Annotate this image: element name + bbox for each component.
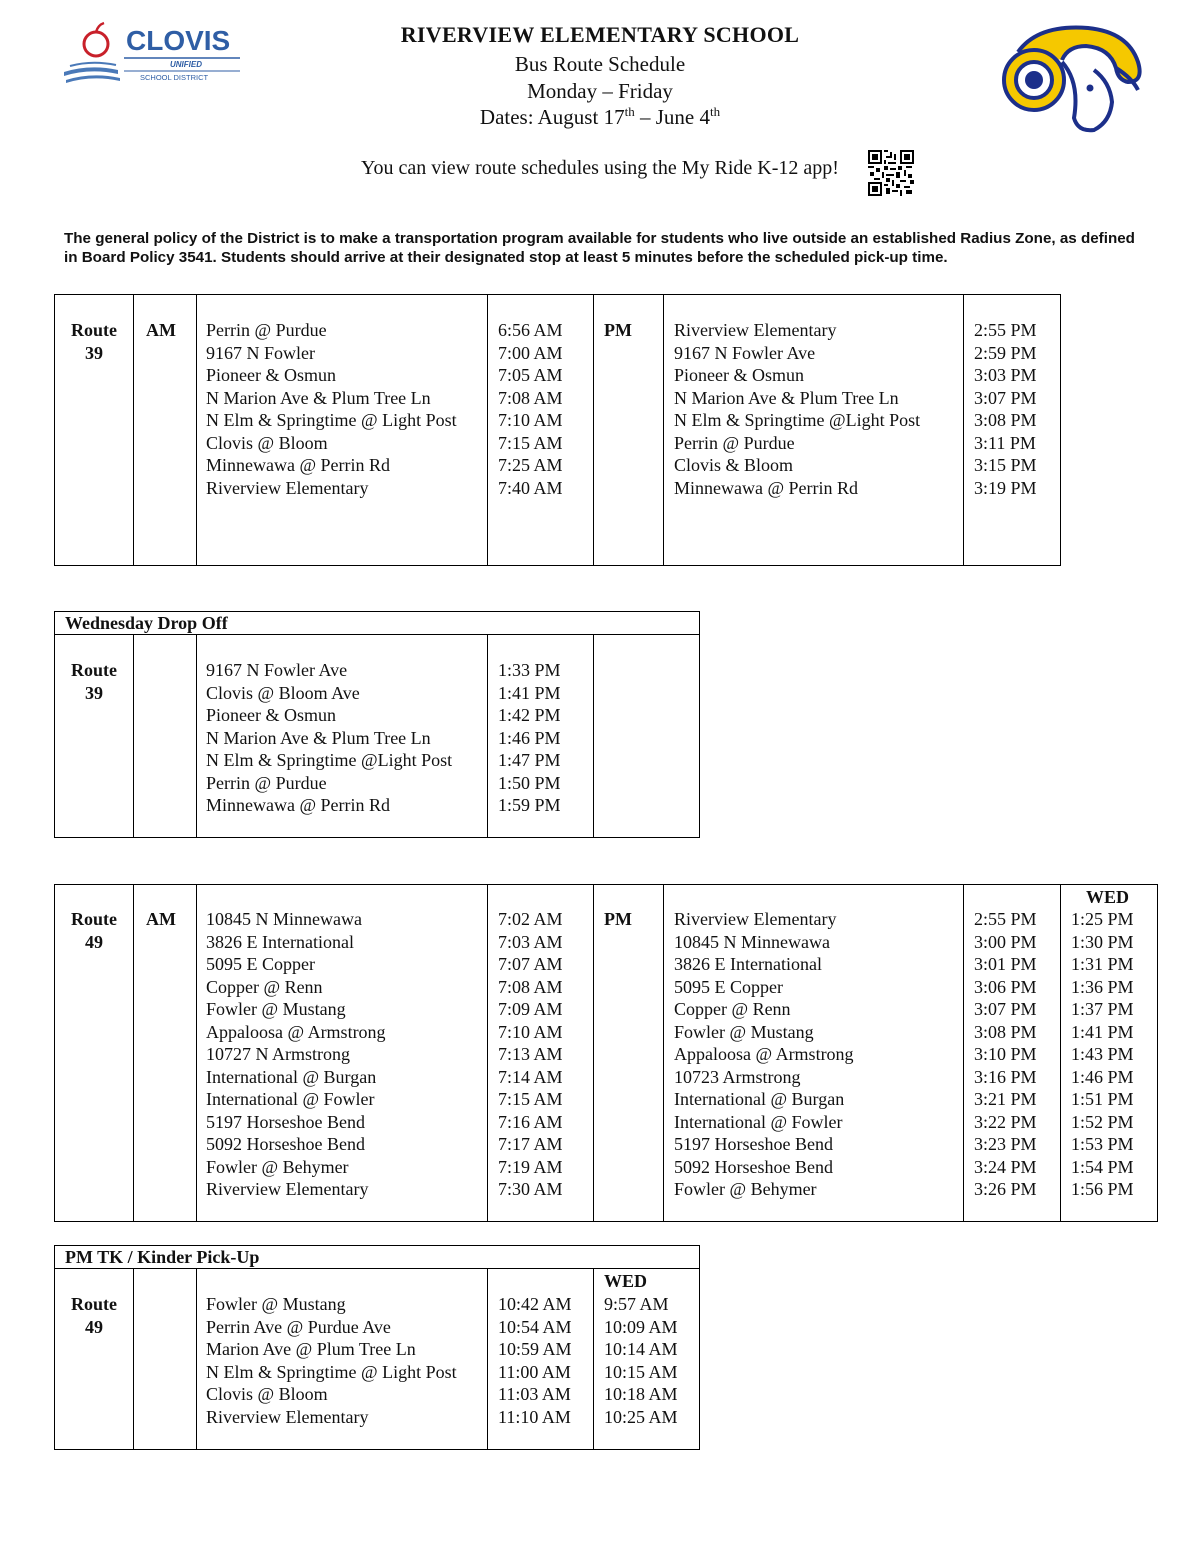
list-item: Minnewawa @ Perrin Rd xyxy=(206,795,391,815)
list-item: 10:54 AM xyxy=(498,1316,572,1337)
list-item: 7:16 AM xyxy=(498,1111,563,1132)
list-item: 5095 E Copper xyxy=(674,976,783,997)
list-item: 1:50 PM xyxy=(498,772,561,793)
am-times-list xyxy=(498,908,563,1201)
pm-label: PM xyxy=(604,909,632,929)
list-item: Fowler @ Behymer xyxy=(674,1179,817,1199)
list-item: 7:00 AM xyxy=(498,342,563,363)
am-stops-list xyxy=(206,908,386,1201)
list-item: 1:33 PM xyxy=(498,660,561,680)
list-item: 7:40 AM xyxy=(498,477,563,498)
list-item: 1:41 PM xyxy=(1071,1021,1134,1042)
list-item: Fowler @ Mustang xyxy=(674,1021,814,1042)
list-item: International @ Burgan xyxy=(674,1089,845,1109)
apple-books-icon xyxy=(64,23,120,83)
list-item: 2:55 PM xyxy=(974,909,1037,929)
list-item: Riverview Elementary xyxy=(674,320,837,340)
list-item: 1:51 PM xyxy=(1071,1089,1134,1109)
list-item: 3:10 PM xyxy=(974,1044,1037,1064)
list-item: 3:24 PM xyxy=(974,1156,1037,1177)
list-item: Appaloosa @ Armstrong xyxy=(674,1044,854,1064)
list-item: Fowler @ Behymer xyxy=(206,1156,349,1177)
list-item: 5197 Horseshoe Bend xyxy=(206,1111,365,1132)
list-item: N Elm & Springtime @Light Post xyxy=(206,750,453,770)
list-item: 7:02 AM xyxy=(498,909,563,929)
list-item: Riverview Elementary xyxy=(206,1406,369,1427)
list-item: 1:53 PM xyxy=(1071,1134,1134,1154)
list-item: 9167 N Fowler xyxy=(206,342,315,363)
school-name: RIVERVIEW ELEMENTARY SCHOOL xyxy=(400,22,800,47)
am-times-list xyxy=(498,319,563,499)
list-item: 7:07 AM xyxy=(498,954,563,974)
list-item: Clovis & Bloom xyxy=(674,455,794,475)
list-item: 1:46 PM xyxy=(498,727,561,748)
list-item: 7:30 AM xyxy=(498,1179,563,1199)
list-item: 1:41 PM xyxy=(498,682,561,703)
list-item: 1:42 PM xyxy=(498,705,561,725)
list-item: Clovis @ Bloom Ave xyxy=(206,682,360,703)
route-49-label: Route 49 xyxy=(71,1294,117,1337)
wed-times-list xyxy=(498,659,561,817)
list-item: 3:11 PM xyxy=(974,432,1036,453)
list-item: N Elm & Springtime @Light Post xyxy=(674,410,921,430)
list-item: 7:15 AM xyxy=(498,1089,563,1109)
list-item: Perrin @ Purdue xyxy=(206,772,327,793)
list-item: 3826 E International xyxy=(674,954,822,974)
list-item: Clovis @ Bloom xyxy=(206,432,328,453)
logo-sub2: SCHOOL DISTRICT xyxy=(140,73,209,82)
list-item: 3:07 PM xyxy=(974,999,1037,1019)
list-item: N Elm & Springtime @ Light Post xyxy=(206,410,457,430)
list-item: 1:46 PM xyxy=(1071,1066,1134,1087)
wed-header: WED xyxy=(1086,887,1130,907)
list-item: Perrin Ave @ Purdue Ave xyxy=(206,1316,391,1337)
list-item: Riverview Elementary xyxy=(674,909,837,929)
list-item: 10727 N Armstrong xyxy=(206,1044,350,1064)
list-item: International @ Fowler xyxy=(674,1111,843,1132)
list-item: 1:30 PM xyxy=(1071,931,1134,952)
list-item: 3:08 PM xyxy=(974,410,1037,430)
list-item: 1:31 PM xyxy=(1071,954,1134,974)
list-item: 3:26 PM xyxy=(974,1179,1037,1199)
list-item: Fowler @ Mustang xyxy=(206,999,346,1019)
list-item: 3:16 PM xyxy=(974,1066,1037,1087)
list-item: 10:25 AM xyxy=(604,1406,678,1427)
pm-label: PM xyxy=(604,320,632,340)
route-39-label: Route 39 xyxy=(71,660,117,703)
list-item: Appaloosa @ Armstrong xyxy=(206,1021,386,1042)
list-item: Marion Ave @ Plum Tree Ln xyxy=(206,1339,416,1359)
wed-header: WED xyxy=(604,1271,648,1291)
list-item: 3:23 PM xyxy=(974,1134,1037,1154)
list-item: 3:19 PM xyxy=(974,477,1037,498)
list-item: 7:17 AM xyxy=(498,1134,563,1154)
list-item: 3:08 PM xyxy=(974,1021,1037,1042)
list-item: 7:10 AM xyxy=(498,1021,563,1042)
list-item: 11:00 AM xyxy=(498,1361,571,1382)
list-item: 3:22 PM xyxy=(974,1111,1037,1132)
list-item: Riverview Elementary xyxy=(206,1179,369,1199)
clovis-unified-logo xyxy=(60,20,250,86)
list-item: 10:15 AM xyxy=(604,1361,678,1382)
list-item: 6:56 AM xyxy=(498,320,563,340)
list-item: 10:42 AM xyxy=(498,1294,572,1314)
list-item: Perrin @ Purdue xyxy=(674,432,795,453)
logo-sub1: UNIFIED xyxy=(170,60,202,69)
list-item: Fowler @ Mustang xyxy=(206,1294,346,1314)
pm-times-list xyxy=(974,319,1037,499)
list-item: 9167 N Fowler Ave xyxy=(674,342,816,363)
list-item: 11:03 AM xyxy=(498,1384,571,1404)
list-item: Minnewawa @ Perrin Rd xyxy=(206,455,391,475)
list-item: 1:52 PM xyxy=(1071,1111,1134,1132)
list-item: Riverview Elementary xyxy=(206,477,369,498)
list-item: 5197 Horseshoe Bend xyxy=(674,1134,833,1154)
list-item: N Elm & Springtime @ Light Post xyxy=(206,1361,457,1382)
list-item: Minnewawa @ Perrin Rd xyxy=(674,477,859,498)
schedule-days: Monday – Friday xyxy=(527,79,673,103)
list-item: 7:19 AM xyxy=(498,1156,563,1177)
list-item: 1:59 PM xyxy=(498,795,561,815)
list-item: 1:54 PM xyxy=(1071,1156,1134,1177)
list-item: International @ Fowler xyxy=(206,1089,375,1109)
kinder-pickup-table xyxy=(54,1245,700,1450)
policy-text: The general policy of the District is to make a transportation program available for students who live outside an established Radius Zone, as defined in Board Policy 3541. Students should arrive at their designated stop at least 5 minutes before the scheduled pick-up time. xyxy=(64,230,1135,266)
route-39-label: Route 39 xyxy=(71,320,117,363)
list-item: Pioneer & Osmun xyxy=(674,365,804,385)
list-item: Perrin @ Purdue xyxy=(206,320,327,340)
pm-times-list xyxy=(974,908,1037,1201)
pm-stops-list xyxy=(674,908,854,1201)
list-item: 3:06 PM xyxy=(974,976,1037,997)
list-item: Copper @ Renn xyxy=(674,999,791,1019)
list-item: Copper @ Renn xyxy=(206,976,323,997)
list-item: 7:13 AM xyxy=(498,1044,563,1064)
list-item: N Marion Ave & Plum Tree Ln xyxy=(206,727,431,748)
list-item: 10:59 AM xyxy=(498,1339,572,1359)
list-item: 1:47 PM xyxy=(498,750,561,770)
table-title: Wednesday Drop Off xyxy=(65,613,228,633)
route-49-label: Route 49 xyxy=(71,909,117,952)
list-item: 5095 E Copper xyxy=(206,954,315,974)
list-item: 7:14 AM xyxy=(498,1066,563,1087)
ram-mascot-icon xyxy=(998,22,1146,134)
list-item: 2:55 PM xyxy=(974,320,1037,340)
list-item: 1:25 PM xyxy=(1071,909,1134,929)
list-item: 2:59 PM xyxy=(974,342,1037,363)
list-item: 3826 E International xyxy=(206,931,354,952)
am-stops-list xyxy=(206,319,457,499)
list-item: 1:37 PM xyxy=(1071,999,1134,1019)
list-item: Clovis @ Bloom xyxy=(206,1384,328,1404)
list-item: 3:07 PM xyxy=(974,387,1037,408)
list-item: 3:15 PM xyxy=(974,455,1037,475)
route-39-table xyxy=(54,294,1061,566)
list-item: 3:00 PM xyxy=(974,931,1037,952)
wed-stops-list xyxy=(206,659,452,817)
list-item: 9167 N Fowler Ave xyxy=(206,660,348,680)
list-item: 5092 Horseshoe Bend xyxy=(674,1156,833,1177)
pm-stops-list xyxy=(674,319,920,499)
kinder-wed-times-list xyxy=(604,1293,678,1428)
list-item: 3:01 PM xyxy=(974,954,1037,974)
list-item: 3:03 PM xyxy=(974,365,1037,385)
list-item: 7:25 AM xyxy=(498,455,563,475)
kinder-times-list xyxy=(498,1293,572,1428)
list-item: 3:21 PM xyxy=(974,1089,1037,1109)
logo-text: CLOVIS xyxy=(126,25,231,56)
wednesday-drop-off-table xyxy=(54,611,700,838)
schedule-dates: Dates: August 17th – June 4th xyxy=(479,104,721,129)
list-item: 7:15 AM xyxy=(498,432,563,453)
list-item: N Marion Ave & Plum Tree Ln xyxy=(206,387,431,408)
am-label: AM xyxy=(146,320,176,340)
am-label: AM xyxy=(146,909,176,929)
schedule-subtitle: Bus Route Schedule xyxy=(514,52,686,76)
list-item: 11:10 AM xyxy=(498,1406,571,1427)
list-item: 7:09 AM xyxy=(498,999,563,1019)
table-title: PM TK / Kinder Pick-Up xyxy=(65,1247,260,1267)
wed-times-list xyxy=(1071,908,1134,1201)
list-item: 7:05 AM xyxy=(498,365,563,385)
list-item: 7:08 AM xyxy=(498,387,563,408)
list-item: 10723 Armstrong xyxy=(674,1066,801,1087)
list-item: 7:08 AM xyxy=(498,976,563,997)
list-item: 1:56 PM xyxy=(1071,1179,1134,1199)
list-item: 7:03 AM xyxy=(498,931,563,952)
list-item: Pioneer & Osmun xyxy=(206,705,336,725)
list-item: 10:14 AM xyxy=(604,1339,678,1359)
qr-code-icon[interactable] xyxy=(868,150,914,196)
list-item: N Marion Ave & Plum Tree Ln xyxy=(674,387,899,408)
list-item: 7:10 AM xyxy=(498,410,563,430)
kinder-stops-list xyxy=(206,1293,457,1428)
list-item: 10845 N Minnewawa xyxy=(674,931,830,952)
route-49-table xyxy=(54,884,1158,1222)
app-notice: You can view route schedules using the My Ride K-12 app! xyxy=(361,157,839,179)
list-item: Pioneer & Osmun xyxy=(206,365,336,385)
list-item: 10:18 AM xyxy=(604,1384,678,1404)
list-item: 10:09 AM xyxy=(604,1316,678,1337)
list-item: 9:57 AM xyxy=(604,1294,669,1314)
list-item: 5092 Horseshoe Bend xyxy=(206,1134,365,1154)
list-item: 1:43 PM xyxy=(1071,1044,1134,1064)
list-item: 1:36 PM xyxy=(1071,976,1134,997)
list-item: 10845 N Minnewawa xyxy=(206,909,362,929)
list-item: International @ Burgan xyxy=(206,1066,377,1087)
